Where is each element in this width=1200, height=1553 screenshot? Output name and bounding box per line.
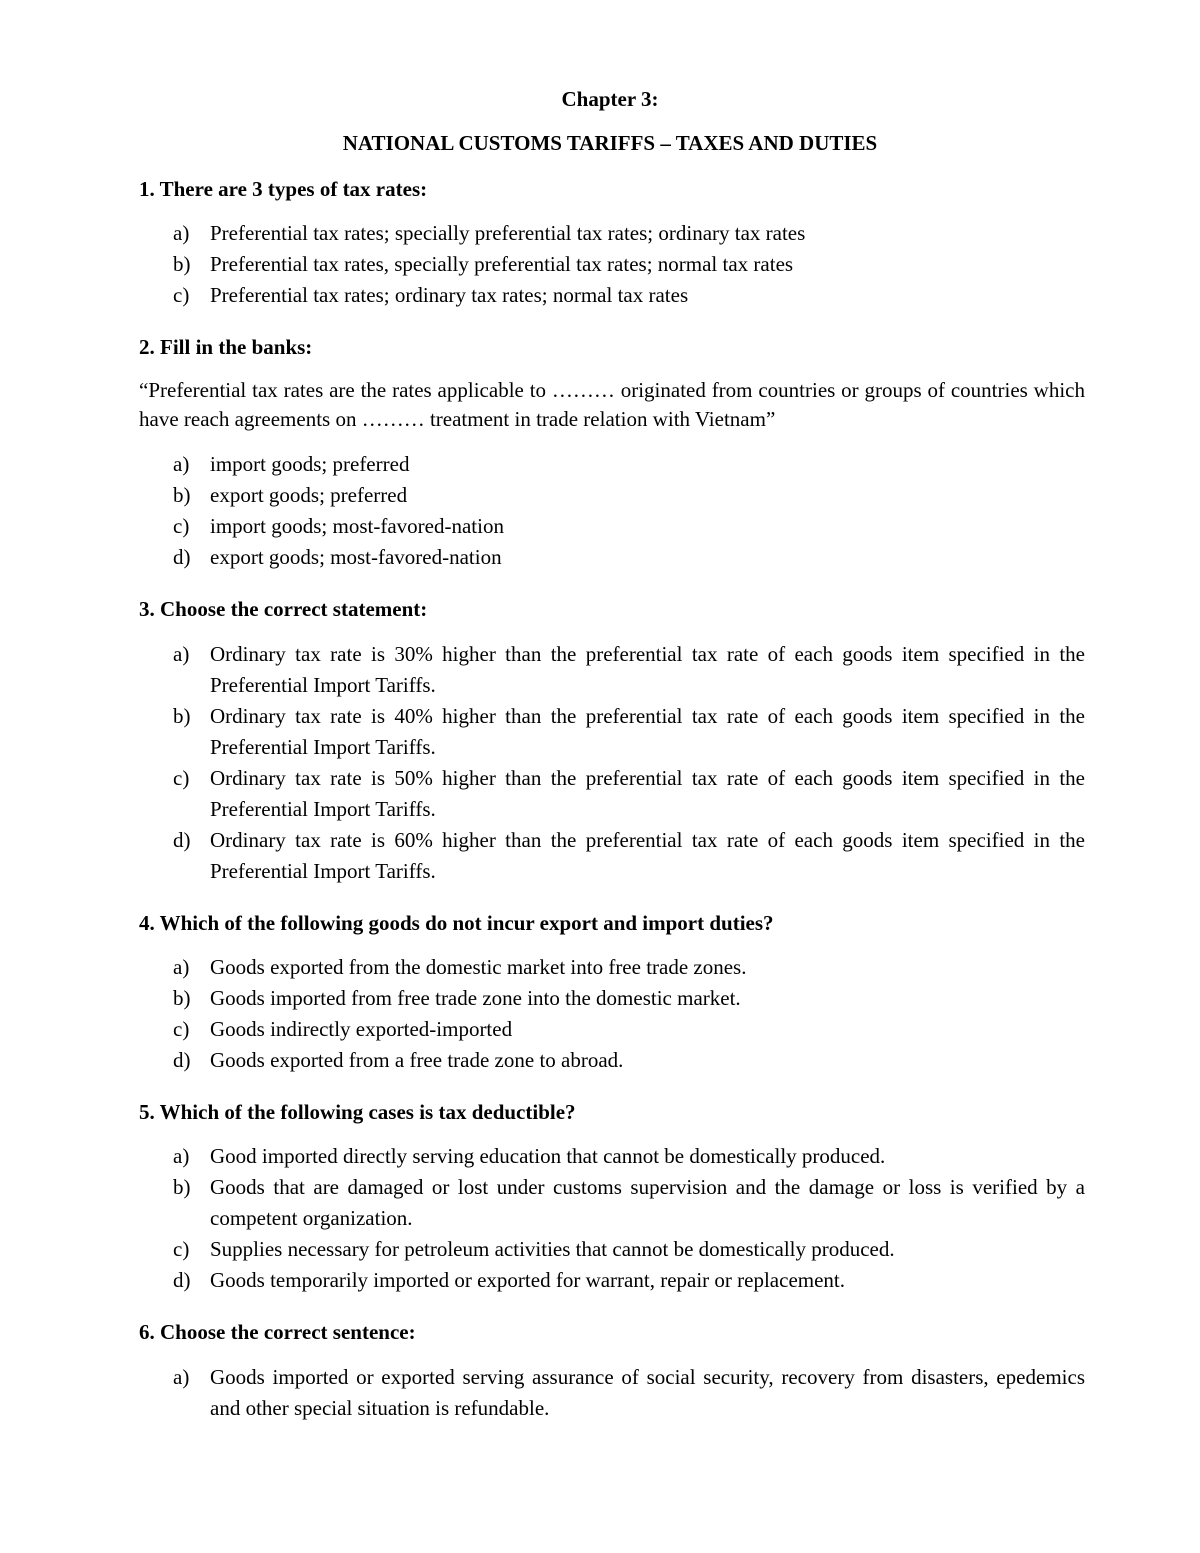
option-6a xyxy=(173,1362,1085,1424)
option-text: Ordinary tax rate is 30% higher than the preferential tax rate of each goods item specified in the Preferential Import Tariffs. xyxy=(210,642,1085,697)
question-number: 3. xyxy=(139,597,155,621)
option-letter: d) xyxy=(173,545,191,569)
option-4b xyxy=(173,983,1085,1014)
option-4c xyxy=(173,1014,1085,1045)
option-text: Goods exported from a free trade zone to abroad. xyxy=(210,1048,624,1072)
option-letter: a) xyxy=(173,221,190,245)
option-letter: a) xyxy=(173,1144,190,1168)
question-number: 2. xyxy=(139,335,155,359)
option-letter: b) xyxy=(173,252,191,276)
option-2d xyxy=(173,542,1085,573)
option-text: Ordinary tax rate is 50% higher than the preferential tax rate of each goods item specified in the Preferential Import Tariffs. xyxy=(210,766,1085,821)
option-1b xyxy=(173,249,1085,280)
question-number: 5. xyxy=(139,1100,155,1124)
option-5a xyxy=(173,1141,1085,1172)
option-5d xyxy=(173,1265,1085,1296)
question-number: 6. xyxy=(139,1320,155,1344)
option-letter: d) xyxy=(173,828,191,852)
option-3b xyxy=(173,701,1085,763)
question-text: Which of the following cases is tax deductible? xyxy=(159,1100,576,1124)
option-3a xyxy=(173,639,1085,701)
option-letter: c) xyxy=(173,283,190,307)
question-5 xyxy=(139,1099,1085,1125)
option-2a xyxy=(173,449,1085,480)
question-2-paragraph: “Preferential tax rates are the rates applicable to ……… originated from countries or groups of countries which have reach agreements on ……… treatment in trade relation with Vietnam” xyxy=(139,378,1085,431)
option-4a xyxy=(173,952,1085,983)
question-6 xyxy=(139,1319,1085,1345)
question-1 xyxy=(139,176,1085,202)
option-4d xyxy=(173,1045,1085,1076)
option-text: Goods that are damaged or lost under customs supervision and the damage or loss is verified by a competent organization. xyxy=(210,1175,1085,1230)
option-letter: b) xyxy=(173,704,191,728)
option-text: export goods; most-favored-nation xyxy=(210,545,502,569)
option-text: Goods imported or exported serving assurance of social security, recovery from disasters, epedemics and other special situation is refundable. xyxy=(210,1365,1085,1420)
option-1c xyxy=(173,280,1085,311)
option-text: import goods; preferred xyxy=(210,452,410,476)
question-4 xyxy=(139,910,1085,936)
option-letter: a) xyxy=(173,955,190,979)
option-letter: a) xyxy=(173,452,190,476)
option-text: Preferential tax rates, specially preferential tax rates; normal tax rates xyxy=(210,252,794,276)
option-text: export goods; preferred xyxy=(210,483,408,507)
option-letter: c) xyxy=(173,766,190,790)
option-text: Goods imported from free trade zone into the domestic market. xyxy=(210,986,741,1010)
chapter-title: Chapter 3: xyxy=(561,87,659,111)
question-3 xyxy=(139,596,1085,622)
option-text: Preferential tax rates; specially preferential tax rates; ordinary tax rates xyxy=(210,221,806,245)
option-text: Goods indirectly exported-imported xyxy=(210,1017,513,1041)
option-letter: b) xyxy=(173,1175,191,1199)
option-letter: c) xyxy=(173,1237,190,1261)
option-letter: d) xyxy=(173,1048,191,1072)
question-number: 4. xyxy=(139,911,155,935)
option-text: import goods; most-favored-nation xyxy=(210,514,504,538)
question-number: 1. xyxy=(139,177,155,201)
option-5c xyxy=(173,1234,1085,1265)
option-2c xyxy=(173,511,1085,542)
option-text: Goods exported from the domestic market into free trade zones. xyxy=(210,955,747,979)
option-text: Ordinary tax rate is 60% higher than the preferential tax rate of each goods item specified in the Preferential Import Tariffs. xyxy=(210,828,1085,883)
option-3d xyxy=(173,825,1085,887)
option-5b xyxy=(173,1172,1085,1234)
chapter-subtitle: NATIONAL CUSTOMS TARIFFS – TAXES AND DUTIES xyxy=(342,131,878,155)
option-text: Preferential tax rates; ordinary tax rates; normal tax rates xyxy=(210,283,689,307)
option-letter: c) xyxy=(173,514,190,538)
option-text: Supplies necessary for petroleum activities that cannot be domestically produced. xyxy=(210,1237,895,1261)
option-text: Good imported directly serving education that cannot be domestically produced. xyxy=(210,1144,886,1168)
question-text: There are 3 types of tax rates: xyxy=(159,177,428,201)
option-text: Ordinary tax rate is 40% higher than the preferential tax rate of each goods item specified in the Preferential Import Tariffs. xyxy=(210,704,1085,759)
option-3c xyxy=(173,763,1085,825)
question-text: Which of the following goods do not incur export and import duties? xyxy=(159,911,774,935)
option-letter: b) xyxy=(173,483,191,507)
option-letter: a) xyxy=(173,1365,190,1389)
question-text: Choose the correct sentence: xyxy=(160,1320,416,1344)
option-letter: d) xyxy=(173,1268,191,1292)
question-text: Choose the correct statement: xyxy=(160,597,428,621)
option-2b xyxy=(173,480,1085,511)
option-letter: c) xyxy=(173,1017,190,1041)
option-letter: b) xyxy=(173,986,191,1010)
question-2 xyxy=(139,334,1085,360)
option-text: Goods temporarily imported or exported for warrant, repair or replacement. xyxy=(210,1268,846,1292)
question-text: Fill in the banks: xyxy=(160,335,313,359)
option-letter: a) xyxy=(173,642,190,666)
option-1a xyxy=(173,218,1085,249)
